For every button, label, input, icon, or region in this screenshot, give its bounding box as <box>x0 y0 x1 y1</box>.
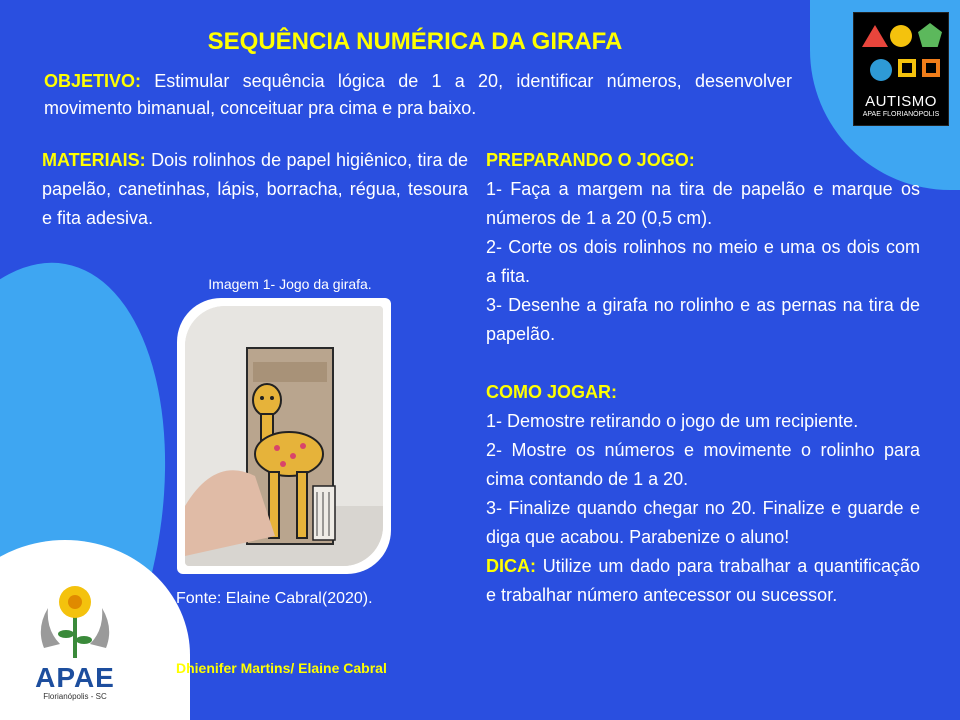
como-jogar-label: COMO JOGAR: <box>486 382 618 402</box>
preparando-step: 1- Faça a margem na tira de papelão e marque os números de 1 a 20 (0,5 cm). <box>486 179 920 228</box>
autismo-logo-name: AUTISMO <box>865 93 937 110</box>
preparando-step: 2- Corte os dois rolinhos no meio e uma os dois com a fita. <box>486 237 920 286</box>
objetivo-paragraph <box>44 68 792 122</box>
pentagon-icon <box>918 23 942 47</box>
square-icon <box>922 59 940 77</box>
sunflower-icon <box>30 578 120 662</box>
circle-icon <box>870 59 892 81</box>
preparando-step: 3- Desenhe a girafa no rolinho e as pernas na tira de papelão. <box>486 295 920 344</box>
como-jogar-step: 1- Demostre retirando o jogo de um recipiente. <box>486 411 859 431</box>
materiais-paragraph <box>42 146 468 233</box>
triangle-icon <box>862 25 888 47</box>
image-caption: Imagem 1- Jogo da girafa. <box>208 276 372 292</box>
autismo-logo <box>853 12 949 126</box>
dica-label: DICA: <box>486 556 536 576</box>
apae-logo-name: APAE <box>35 662 115 693</box>
page-title: SEQUÊNCIA NUMÉRICA DA GIRAFA <box>207 28 623 55</box>
instructions-column <box>486 146 920 610</box>
dica-paragraph <box>486 552 920 610</box>
como-jogar-step: 3- Finalize quando chegar no 20. Finalize e guarde e diga que acabou. Parabenize o aluno! <box>486 498 920 547</box>
preparando-label: PREPARANDO O JOGO: <box>486 150 695 170</box>
giraffe-game-photo <box>185 306 383 566</box>
apae-logo-subtitle: Florianópolis - SC <box>43 692 107 701</box>
objetivo-text: Estimular sequência lógica de 1 a 20, identificar números, desenvolver movimento bimanual, conceituar pra cima e pra baixo. <box>44 71 792 118</box>
giraffe-photo-frame <box>177 298 391 574</box>
materiais-text: Dois rolinhos de papel higiênico, tira de papelão, canetinhas, lápis, borracha, régua, tesoura e fita adesiva. <box>42 150 468 228</box>
image-source: Fonte: Elaine Cabral(2020). <box>176 590 373 607</box>
authors: Dhienifer Martins/ Elaine Cabral <box>176 660 387 676</box>
apae-logo <box>30 578 120 700</box>
dica-text: Utilize um dado para trabalhar a quantificação e trabalhar número antecessor ou sucessor. <box>486 556 920 605</box>
como-jogar-step: 2- Mostre os números e movimente o rolinho para cima contando de 1 a 20. <box>486 440 920 489</box>
square-icon <box>898 59 916 77</box>
giraffe-illustration <box>185 306 383 566</box>
circle-icon <box>890 25 912 47</box>
objetivo-label: OBJETIVO: <box>44 71 142 91</box>
autismo-logo-subtitle: APAE FLORIANÓPOLIS <box>862 111 940 118</box>
spacer <box>486 349 920 378</box>
materiais-label: MATERIAIS: <box>42 150 146 170</box>
